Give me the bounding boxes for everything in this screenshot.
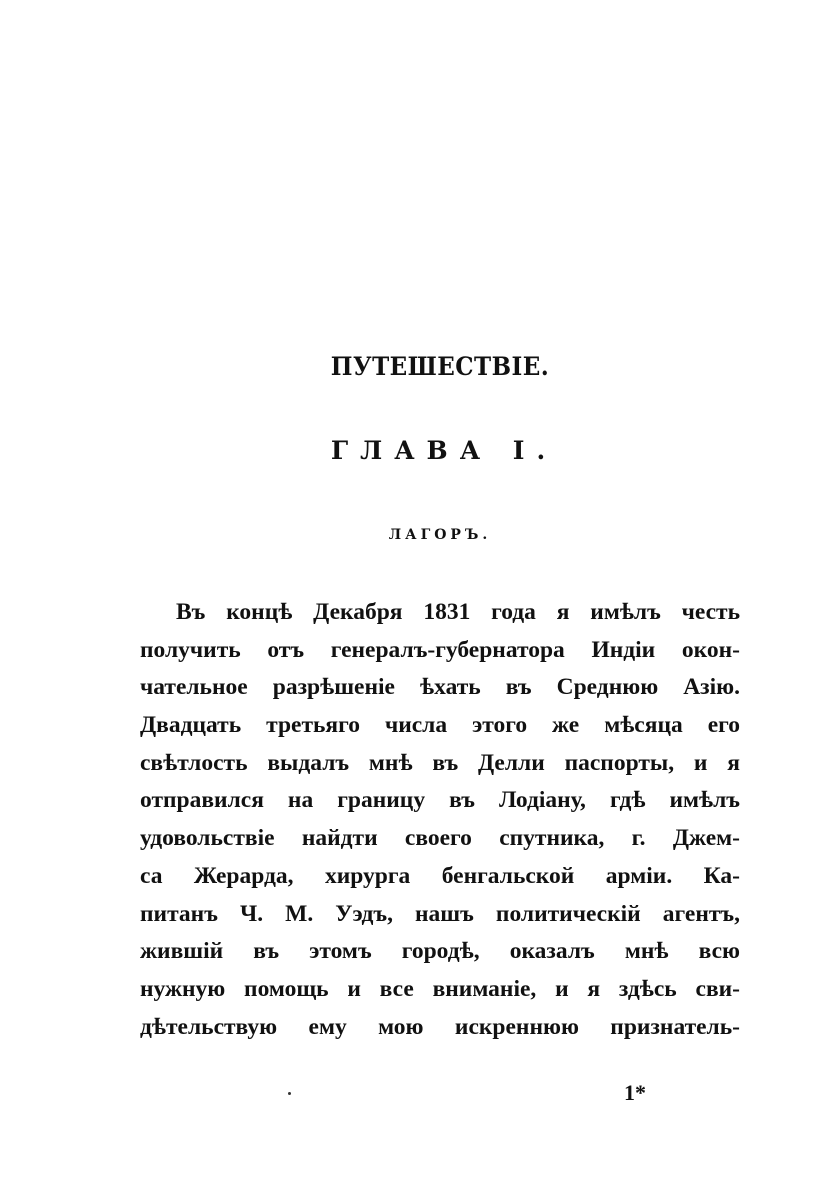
text-line: Двадцать третьяго числа этого же мѣсяца его (140, 712, 740, 739)
text-line: нужную помощь и все вниманiе, и я здѣсь сви- (140, 975, 740, 1002)
text-line: Въ концѣ Декабря 1831 года я имѣлъ честь (176, 599, 740, 625)
body-text (140, 594, 740, 1046)
ink-speck (288, 1092, 291, 1095)
text-line: отправился на границу въ Лодiану, гдѣ имѣлъ (140, 787, 740, 814)
text-line: жившiй въ этомъ городѣ, оказалъ мнѣ всю (140, 938, 740, 965)
text-line: са Жерарда, хирурга бенгальской армiи. Ка- (140, 862, 740, 889)
text-line: удовольствiе найдти своего спутника, г. Джем- (140, 825, 740, 852)
text-line: получить отъ генералъ-губернатора Индiи окон- (140, 636, 740, 663)
part-title: ПУТЕШЕСТВIЕ. (330, 352, 550, 381)
text-line: питанъ Ч. М. Уэдъ, нашъ политическiй агентъ, (140, 900, 740, 927)
chapter-title: ГЛАВА I. (330, 436, 558, 465)
text-line: дѣтельствую ему мою искреннюю признатель- (140, 1013, 740, 1040)
text-line: свѣтлость выдалъ мнѣ въ Делли паспорты, и я (140, 749, 740, 776)
chapter-subtitle: ЛАГОРЪ. (388, 527, 492, 543)
text-line: чательное разрѣшенiе ѣхать въ Среднюю Азiю. (140, 674, 740, 701)
signature-mark: 1* (624, 1080, 646, 1105)
